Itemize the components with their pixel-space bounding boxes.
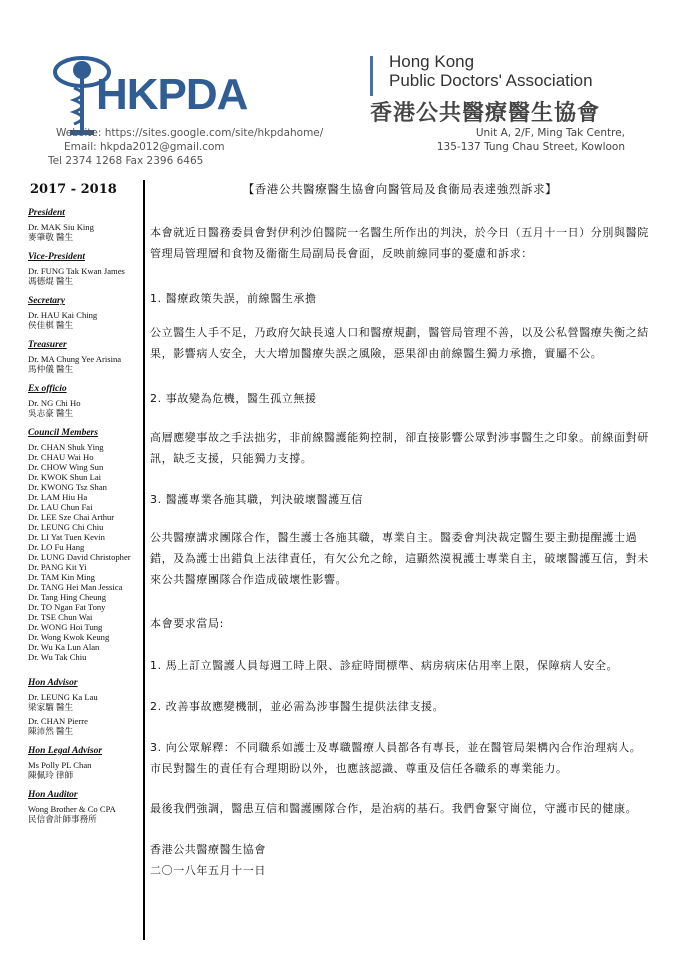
vp-name-en: Dr. FUNG Tak Kwan James	[28, 266, 125, 276]
president-title: President	[28, 208, 65, 218]
council-member: Dr. TO Ngan Fat Tony	[28, 602, 106, 612]
term-year: 2017 - 2018	[30, 182, 117, 197]
council-member: Dr. LAM Hiu Ha	[28, 492, 88, 502]
council-title: Council Members	[28, 428, 98, 438]
point2-heading: 2. 事故變為危機，醫生孤立無援	[150, 392, 317, 405]
council-member: Dr. KWONG Tsz Shan	[28, 482, 107, 492]
org-name-zh: 香港公共醫療醫生協會	[370, 101, 601, 126]
tel-fax: Tel 2374 1268 Fax 2396 6465	[48, 155, 204, 167]
secretary-name-zh: 侯佳棋 醫生	[28, 320, 74, 330]
hon-advisor-title: Hon Advisor	[28, 678, 78, 688]
council-member: Dr. PANG Kit Yi	[28, 562, 87, 572]
point3-body: 公共醫療講求團隊合作，醫生護士各施其職，專業自主。醫委會判決裁定醫生要主動提醒護士過錯，及為護士出錯負上法律責任，有欠公允之餘，這顯然漠視護士專業自主，破壞醫護互信，對未來公共醫療團隊合作造成破壞性影響。	[150, 531, 649, 586]
council-member: Dr. KWOK Shun Lai	[28, 472, 102, 482]
vp-title: Vice-President	[28, 252, 85, 262]
org-name-en	[389, 52, 593, 90]
closing-statement: 最後我們強調，醫患互信和醫護團隊合作，是治病的基石。我們會緊守崗位，守護市民的健康。	[150, 802, 638, 815]
council-member: Dr. CHOW Wing Sun	[28, 462, 104, 472]
treasurer-name-en: Dr. MA Chung Yee Arisina	[28, 354, 122, 364]
treasurer-title: Treasurer	[28, 340, 67, 350]
header-accent-bar	[370, 56, 373, 96]
secretary-name-en: Dr. HAU Kai Ching	[28, 310, 98, 320]
point2-body: 高層應變事故之手法拙劣，非前線醫護能夠控制，卻直接影響公眾對涉事醫生之印象。前線面對研訊，缺乏支援，只能獨力支撐。	[150, 431, 649, 465]
signature: 香港公共醫療醫生協會	[150, 843, 266, 856]
hon-auditor-title: Hon Auditor	[28, 790, 78, 800]
hon-advisor2-en: Dr. CHAN Pierre	[28, 716, 88, 726]
address-line1: Unit A, 2/F, Ming Tak Centre,	[475, 127, 625, 139]
org-name-en-line2: Public Doctors' Association	[389, 71, 593, 90]
council-member: Dr. WONG Hoi Tung	[28, 622, 103, 632]
council-member: Dr. TSE Chun Wai	[28, 612, 93, 622]
point3-heading: 3. 醫護專業各施其職，判決破壞醫護互信	[150, 493, 363, 506]
exofficio-name-en: Dr. NG Chi Ho	[28, 398, 81, 408]
letter-title: 【香港公共醫療醫生協會向醫管局及食衞局表達強烈訴求】	[242, 182, 558, 196]
council-member: Dr. Wu Tak Chiu	[28, 652, 87, 662]
council-member: Dr. CHAU Wai Ho	[28, 452, 94, 462]
letter-intro: 本會就近日醫務委員會對伊利沙伯醫院一名醫生所作出的判決，於今日（五月十一日）分別與醫院管理局管理層和食物及衞衞生局副局長會面，反映前線同事的憂慮和訴求：	[150, 226, 649, 260]
point1-body: 公立醫生人手不足，乃政府欠缺長遠人口和醫療規劃，醫管局管理不善，以及公私營醫療失衡之結果，影響病人安全，大大增加醫療失誤之風險，惡果卻由前線醫生獨力承擔，實屬不公。	[150, 326, 649, 360]
committee-sidebar	[28, 208, 140, 824]
demand-1: 1. 馬上訂立醫護人員每週工時上限、診症時間標準、病房病床佔用率上限，保障病人安全。	[150, 659, 619, 672]
hon-legal-en: Ms Polly PL Chan	[28, 760, 92, 770]
hon-legal-title: Hon Legal Advisor	[28, 746, 103, 756]
president-name-en: Dr. MAK Siu King	[28, 222, 94, 232]
council-member: Dr. Wong Kwok Keung	[28, 632, 110, 642]
letter-date: 二〇一八年五月十一日	[150, 864, 266, 877]
council-member: Dr. LEUNG Chi Chiu	[28, 522, 104, 532]
council-member: Dr. LUNG David Christopher	[28, 552, 131, 562]
hon-auditor-zh: 民信會計師事務所	[28, 814, 97, 824]
secretary-title: Secretary	[28, 296, 65, 306]
demand-2: 2. 改善事故應變機制，並必需為涉事醫生提供法律支援。	[150, 700, 445, 713]
exofficio-title: Ex officio	[28, 384, 67, 394]
demand-3: 3. 向公眾解釋：不同職系如護士及專職醫療人員都各有專長，並在醫管局架構內合作治理病人。市民對醫生的責任有合理期盼以外，也應該認識、尊重及信任各職系的專業能力。	[150, 741, 642, 775]
council-member: Dr. TAM Kin Ming	[28, 572, 95, 582]
president-name-zh: 麥肇敬 醫生	[28, 232, 74, 242]
hon-legal-zh: 陳佩玲 律師	[28, 770, 74, 780]
hon-auditor-en: Wong Brother & Co CPA	[28, 804, 116, 814]
council-member: Dr. Wu Ka Lun Alan	[28, 642, 100, 652]
logo-wordmark: HKPDA	[96, 70, 248, 119]
vp-name-zh: 馮德焜 醫生	[28, 276, 74, 286]
address-line2: 135-137 Tung Chau Street, Kowloon	[436, 141, 625, 153]
website-link[interactable]: Website: https://sites.google.com/site/hkpdahome/	[56, 127, 324, 139]
council-list	[28, 442, 140, 662]
sidebar-divider	[143, 180, 145, 940]
hon-advisor1-zh: 梁家騮 醫生	[28, 702, 74, 712]
treasurer-name-zh: 馬仲儀 醫生	[28, 364, 74, 374]
council-member: Dr. LO Fu Hang	[28, 542, 85, 552]
council-member: Dr. LAU Chun Fai	[28, 502, 93, 512]
exofficio-name-zh: 吳志豪 醫生	[28, 408, 74, 418]
hon-advisor1-en: Dr. LEUNG Ka Lau	[28, 692, 98, 702]
email-link[interactable]: Email: hkpda2012@gmail.com	[64, 141, 225, 153]
point1-heading: 1. 醫療政策失誤，前線醫生承擔	[150, 292, 317, 305]
demands-intro: 本會要求當局:	[150, 617, 224, 630]
org-name-en-line1: Hong Kong	[389, 52, 475, 71]
council-member: Dr. LI Yat Tuen Kevin	[28, 532, 105, 542]
council-member: Dr. Tang Hing Cheung	[28, 592, 107, 602]
council-member: Dr. CHAN Shuk Ying	[28, 442, 104, 452]
council-member: Dr. TANG Hei Man Jessica	[28, 582, 123, 592]
council-member: Dr. LEE Sze Chai Arthur	[28, 512, 115, 522]
hon-advisor2-zh: 陳沛然 醫生	[28, 726, 74, 736]
